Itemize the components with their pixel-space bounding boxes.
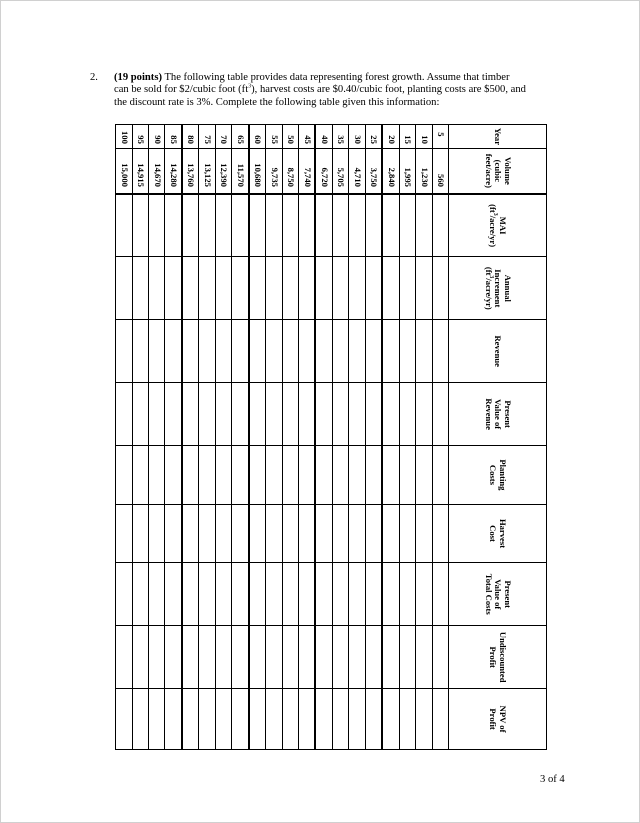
cell-blank[interactable]	[266, 563, 282, 626]
cell-blank[interactable]	[116, 689, 133, 750]
cell-blank[interactable]	[182, 563, 199, 626]
cell-blank[interactable]	[299, 626, 316, 689]
cell-blank[interactable]	[365, 446, 382, 505]
cell-blank[interactable]	[249, 446, 266, 505]
table-row	[382, 125, 399, 750]
cell-blank[interactable]	[315, 504, 332, 563]
cell-blank[interactable]	[266, 320, 282, 383]
cell-blank[interactable]	[132, 446, 148, 505]
cell-blank[interactable]	[332, 504, 348, 563]
cell-volume: 12,390	[215, 148, 231, 194]
table-row	[215, 125, 231, 750]
cell-blank[interactable]	[182, 446, 199, 505]
cell-blank[interactable]	[232, 689, 249, 750]
cell-blank[interactable]	[165, 446, 182, 505]
cell-year: 100	[116, 125, 133, 149]
cell-blank[interactable]	[215, 320, 231, 383]
cell-blank[interactable]	[332, 563, 348, 626]
cell-blank[interactable]	[199, 320, 215, 383]
cell-blank[interactable]	[315, 383, 332, 446]
cell-year: 30	[349, 125, 365, 149]
cell-blank[interactable]	[332, 320, 348, 383]
cell-blank[interactable]	[365, 689, 382, 750]
cell-blank[interactable]	[116, 383, 133, 446]
header-pv-revenue: Present Value of Revenue	[449, 383, 547, 446]
cell-year: 20	[382, 125, 399, 149]
cell-blank[interactable]	[149, 504, 165, 563]
question-text-line3: the discount rate is 3%. Complete the following table given this information:	[114, 96, 440, 108]
table-row	[282, 125, 298, 750]
cell-blank[interactable]	[132, 689, 148, 750]
cell-blank[interactable]	[349, 194, 365, 257]
cell-blank[interactable]	[282, 504, 298, 563]
cell-blank[interactable]	[266, 689, 282, 750]
cell-blank[interactable]	[432, 563, 448, 626]
cell-blank[interactable]	[149, 689, 165, 750]
table-row	[165, 125, 182, 750]
cell-blank[interactable]	[182, 320, 199, 383]
cell-blank[interactable]	[365, 194, 382, 257]
cell-year: 45	[299, 125, 316, 149]
table-row	[332, 125, 348, 750]
cell-blank[interactable]	[282, 689, 298, 750]
cell-blank[interactable]	[349, 689, 365, 750]
cell-blank[interactable]	[199, 563, 215, 626]
cell-blank[interactable]	[215, 504, 231, 563]
cell-blank[interactable]	[365, 504, 382, 563]
cell-volume: 14,280	[165, 148, 182, 194]
table-row	[232, 125, 249, 750]
cell-blank[interactable]	[149, 563, 165, 626]
cell-blank[interactable]	[382, 257, 399, 320]
cell-blank[interactable]	[232, 383, 249, 446]
cell-blank[interactable]	[232, 563, 249, 626]
cell-blank[interactable]	[116, 194, 133, 257]
question-number: 2.	[90, 72, 98, 83]
cell-blank[interactable]	[416, 626, 432, 689]
cell-blank[interactable]	[399, 446, 415, 505]
cell-blank[interactable]	[266, 194, 282, 257]
cell-blank[interactable]	[232, 626, 249, 689]
page-number: 3 of 4	[540, 774, 565, 785]
cell-blank[interactable]	[315, 257, 332, 320]
cell-blank[interactable]	[232, 194, 249, 257]
cell-blank[interactable]	[182, 194, 199, 257]
cell-blank[interactable]	[149, 257, 165, 320]
cell-blank[interactable]	[399, 320, 415, 383]
cell-blank[interactable]	[416, 257, 432, 320]
cell-blank[interactable]	[432, 320, 448, 383]
cell-blank[interactable]	[365, 257, 382, 320]
cell-blank[interactable]	[382, 446, 399, 505]
cell-blank[interactable]	[282, 626, 298, 689]
cell-blank[interactable]	[232, 446, 249, 505]
cell-volume: 4,710	[349, 148, 365, 194]
cell-blank[interactable]	[416, 689, 432, 750]
cell-blank[interactable]	[165, 257, 182, 320]
cell-blank[interactable]	[215, 257, 231, 320]
cell-blank[interactable]	[382, 626, 399, 689]
cell-blank[interactable]	[349, 563, 365, 626]
question-text-line2a: can be sold for $2/cubic foot (ft	[114, 84, 249, 96]
table-row	[182, 125, 199, 750]
cell-blank[interactable]	[432, 383, 448, 446]
cell-blank[interactable]	[116, 446, 133, 505]
cell-blank[interactable]	[182, 257, 199, 320]
cell-blank[interactable]	[266, 383, 282, 446]
cell-blank[interactable]	[199, 257, 215, 320]
table-row	[199, 125, 215, 750]
cell-blank[interactable]	[349, 320, 365, 383]
cell-blank[interactable]	[199, 446, 215, 505]
cell-volume: 15,000	[116, 148, 133, 194]
cell-year: 90	[149, 125, 165, 149]
cell-blank[interactable]	[266, 257, 282, 320]
cell-blank[interactable]	[399, 257, 415, 320]
cell-blank[interactable]	[249, 320, 266, 383]
cell-volume: 7,740	[299, 148, 316, 194]
cell-blank[interactable]	[116, 320, 133, 383]
cell-blank[interactable]	[199, 194, 215, 257]
question-text	[114, 72, 560, 109]
cell-blank[interactable]	[266, 446, 282, 505]
forest-growth-table-container	[115, 124, 547, 750]
cell-volume: 6,720	[315, 148, 332, 194]
cell-year: 85	[165, 125, 182, 149]
cell-blank[interactable]	[332, 446, 348, 505]
cell-blank[interactable]	[365, 626, 382, 689]
cell-blank[interactable]	[215, 383, 231, 446]
cell-blank[interactable]	[299, 383, 316, 446]
cell-blank[interactable]	[149, 383, 165, 446]
table-row	[432, 125, 448, 750]
cell-year: 5	[432, 125, 448, 149]
cell-blank[interactable]	[132, 626, 148, 689]
cell-blank[interactable]	[249, 194, 266, 257]
cell-blank[interactable]	[382, 320, 399, 383]
question-text-line2b: ), harvest costs are $0.40/cubic foot, planting costs are $500, and	[251, 84, 526, 96]
cell-volume: 1,995	[399, 148, 415, 194]
cell-year: 75	[199, 125, 215, 149]
cell-blank[interactable]	[165, 504, 182, 563]
cell-blank[interactable]	[382, 563, 399, 626]
cell-blank[interactable]	[165, 626, 182, 689]
cell-blank[interactable]	[282, 320, 298, 383]
cell-blank[interactable]	[232, 504, 249, 563]
cell-year: 65	[232, 125, 249, 149]
cell-blank[interactable]	[132, 320, 148, 383]
cell-year: 25	[365, 125, 382, 149]
cell-blank[interactable]	[149, 194, 165, 257]
cell-blank[interactable]	[132, 194, 148, 257]
table-row	[266, 125, 282, 750]
cell-blank[interactable]	[332, 257, 348, 320]
table-row	[349, 125, 365, 750]
header-year: Year	[449, 125, 547, 149]
cell-year: 50	[282, 125, 298, 149]
cell-blank[interactable]	[282, 257, 298, 320]
cell-blank[interactable]	[182, 383, 199, 446]
cell-blank[interactable]	[382, 194, 399, 257]
table-row	[299, 125, 316, 750]
cell-year: 35	[332, 125, 348, 149]
cell-blank[interactable]	[215, 626, 231, 689]
cell-blank[interactable]	[432, 504, 448, 563]
cell-blank[interactable]	[299, 257, 316, 320]
cell-year: 60	[249, 125, 266, 149]
cell-year: 80	[182, 125, 199, 149]
cell-blank[interactable]	[132, 563, 148, 626]
header-planting-costs: Planting Costs	[449, 446, 547, 505]
cell-blank[interactable]	[432, 257, 448, 320]
cell-blank[interactable]	[165, 320, 182, 383]
cell-blank[interactable]	[416, 563, 432, 626]
cell-year: 40	[315, 125, 332, 149]
table-row	[416, 125, 432, 750]
cell-blank[interactable]	[165, 383, 182, 446]
cell-blank[interactable]	[182, 689, 199, 750]
cell-blank[interactable]	[349, 257, 365, 320]
cell-blank[interactable]	[199, 626, 215, 689]
cell-volume: 9,735	[266, 148, 282, 194]
cell-blank[interactable]	[416, 446, 432, 505]
cell-blank[interactable]	[249, 504, 266, 563]
cell-volume: 14,670	[149, 148, 165, 194]
cell-blank[interactable]	[399, 383, 415, 446]
cell-blank[interactable]	[215, 194, 231, 257]
cell-volume: 2,840	[382, 148, 399, 194]
cell-blank[interactable]	[149, 626, 165, 689]
table-row	[249, 125, 266, 750]
cell-volume: 560	[432, 148, 448, 194]
cell-volume: 13,760	[182, 148, 199, 194]
header-annual-increment: Annual Increment $(ft^3/acre/yr)$	[449, 257, 547, 320]
cell-volume: 1,230	[416, 148, 432, 194]
cell-blank[interactable]	[349, 504, 365, 563]
cell-blank[interactable]	[365, 383, 382, 446]
cell-blank[interactable]	[315, 320, 332, 383]
cell-blank[interactable]	[149, 320, 165, 383]
cell-year: 15	[399, 125, 415, 149]
header-harvest-cost: Harvest Cost	[449, 504, 547, 563]
cell-blank[interactable]	[349, 626, 365, 689]
cell-blank[interactable]	[416, 320, 432, 383]
cell-blank[interactable]	[399, 563, 415, 626]
header-volume: Volume (cubic feet/acre)	[449, 148, 547, 194]
cell-blank[interactable]	[399, 689, 415, 750]
cell-blank[interactable]	[315, 446, 332, 505]
cell-blank[interactable]	[132, 504, 148, 563]
cell-blank[interactable]	[199, 383, 215, 446]
cell-blank[interactable]	[249, 257, 266, 320]
table-row	[315, 125, 332, 750]
cell-blank[interactable]	[416, 194, 432, 257]
cell-blank[interactable]	[332, 383, 348, 446]
cell-volume: 5,705	[332, 148, 348, 194]
cell-year: 70	[215, 125, 231, 149]
cell-blank[interactable]	[132, 383, 148, 446]
cell-blank[interactable]	[116, 626, 133, 689]
cell-blank[interactable]	[165, 563, 182, 626]
table-row	[116, 125, 133, 750]
cell-blank[interactable]	[315, 563, 332, 626]
cell-blank[interactable]	[116, 257, 133, 320]
cell-blank[interactable]	[315, 194, 332, 257]
cell-blank[interactable]	[299, 689, 316, 750]
header-npv-profit: NPV of Profit	[449, 689, 547, 750]
header-revenue: Revenue	[449, 320, 547, 383]
cell-year: 55	[266, 125, 282, 149]
header-mai: MAI $(ft^3/acre/yr)$	[449, 194, 547, 257]
cell-blank[interactable]	[182, 504, 199, 563]
header-undiscounted-profit: Undiscounted Profit	[449, 626, 547, 689]
cell-blank[interactable]	[215, 689, 231, 750]
question-points: (19 points)	[114, 72, 162, 83]
cell-blank[interactable]	[365, 563, 382, 626]
cell-blank[interactable]	[299, 504, 316, 563]
cell-blank[interactable]	[165, 194, 182, 257]
cell-blank[interactable]	[116, 504, 133, 563]
cell-blank[interactable]	[432, 689, 448, 750]
cell-blank[interactable]	[365, 320, 382, 383]
cell-blank[interactable]	[382, 689, 399, 750]
cell-year: 10	[416, 125, 432, 149]
cell-blank[interactable]	[332, 626, 348, 689]
cell-blank[interactable]	[416, 504, 432, 563]
table-header-row	[449, 125, 547, 750]
cell-volume: 3,750	[365, 148, 382, 194]
cell-year: 95	[132, 125, 148, 149]
forest-growth-table	[115, 124, 547, 750]
cell-blank[interactable]	[282, 563, 298, 626]
cell-blank[interactable]	[282, 383, 298, 446]
cell-blank[interactable]	[382, 504, 399, 563]
table-row	[132, 125, 148, 750]
cell-volume: 10,680	[249, 148, 266, 194]
cell-blank[interactable]	[399, 504, 415, 563]
cell-volume: 13,125	[199, 148, 215, 194]
cell-blank[interactable]	[199, 504, 215, 563]
question-block	[90, 72, 560, 109]
cell-blank[interactable]	[432, 446, 448, 505]
cell-blank[interactable]	[249, 689, 266, 750]
cell-blank[interactable]	[416, 383, 432, 446]
table-row	[149, 125, 165, 750]
cell-blank[interactable]	[299, 320, 316, 383]
table-row	[399, 125, 415, 750]
cell-blank[interactable]	[299, 446, 316, 505]
cell-volume: 14,915	[132, 148, 148, 194]
cell-blank[interactable]	[349, 446, 365, 505]
cell-blank[interactable]	[315, 626, 332, 689]
cell-blank[interactable]	[332, 689, 348, 750]
cell-blank[interactable]	[349, 383, 365, 446]
cell-volume: 11,570	[232, 148, 249, 194]
cell-blank[interactable]	[249, 626, 266, 689]
cell-blank[interactable]	[232, 320, 249, 383]
cell-blank[interactable]	[282, 446, 298, 505]
cell-blank[interactable]	[182, 626, 199, 689]
cell-blank[interactable]	[432, 194, 448, 257]
cell-blank[interactable]	[432, 626, 448, 689]
cell-blank[interactable]	[299, 194, 316, 257]
cell-blank[interactable]	[266, 504, 282, 563]
table-row	[365, 125, 382, 750]
cell-volume: 8,750	[282, 148, 298, 194]
question-text-sup: 3	[248, 83, 252, 90]
question-text-line1: The following table provides data representing forest growth. Assume that timber	[161, 72, 510, 83]
cell-blank[interactable]	[299, 563, 316, 626]
cell-blank[interactable]	[132, 257, 148, 320]
cell-blank[interactable]	[232, 257, 249, 320]
cell-blank[interactable]	[399, 626, 415, 689]
cell-blank[interactable]	[315, 689, 332, 750]
cell-blank[interactable]	[149, 446, 165, 505]
cell-blank[interactable]	[332, 194, 348, 257]
cell-blank[interactable]	[215, 446, 231, 505]
cell-blank[interactable]	[266, 626, 282, 689]
table-body	[116, 125, 449, 750]
cell-blank[interactable]	[282, 194, 298, 257]
cell-blank[interactable]	[199, 689, 215, 750]
cell-blank[interactable]	[165, 689, 182, 750]
cell-blank[interactable]	[399, 194, 415, 257]
cell-blank[interactable]	[215, 563, 231, 626]
cell-blank[interactable]	[249, 383, 266, 446]
cell-blank[interactable]	[249, 563, 266, 626]
header-pv-total-costs: Present Value of Total Costs	[449, 563, 547, 626]
cell-blank[interactable]	[382, 383, 399, 446]
cell-blank[interactable]	[116, 563, 133, 626]
